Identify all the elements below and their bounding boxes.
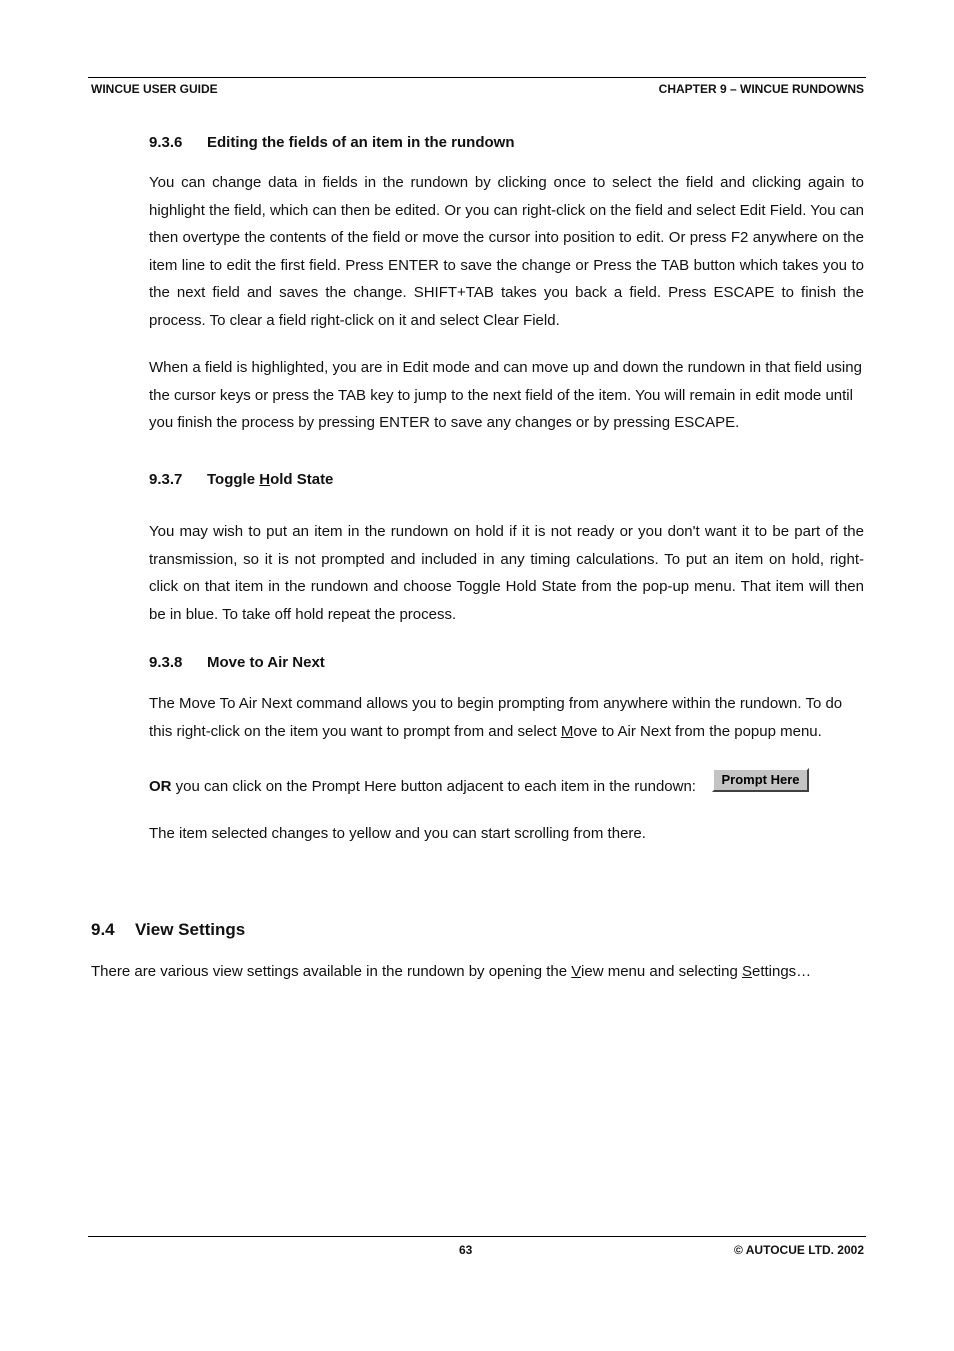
section-title: Move to Air Next bbox=[207, 654, 325, 671]
section-title: Toggle Hold State bbox=[207, 471, 334, 488]
footer-rule bbox=[88, 1236, 866, 1237]
section-title: View Settings bbox=[135, 920, 246, 939]
paragraph-editing-fields: You can change data in fields in the rundown by clicking once to select the field and clicking again to highlight the field, which can then be edited. Or you can right-click on the field and select Edit Field. You can then overtype the contents of the field or move the cursor into position to edit. Or press F2 anywhere on the item line to edit the first field. Press ENTER to save the change or Press the TAB button which takes you to the next field and saves the change. SHIFT+TAB takes you back a field. Press ESCAPE to finish the process. To clear a field right-click on it and select Clear Field. bbox=[149, 174, 864, 329]
prompt-here-button[interactable]: Prompt Here bbox=[712, 768, 809, 792]
paragraph-move-to-air: The Move To Air Next command allows you to begin prompting from anywhere within the rundown. To do this right-click on the item you want to prompt from and select Move to Air Next from the popup menu. bbox=[149, 695, 843, 740]
section-title: Editing the fields of an item in the rundown bbox=[207, 134, 515, 151]
section-number: 9.3.6 bbox=[149, 134, 183, 151]
section-number: 9.3.8 bbox=[149, 654, 183, 671]
page-number: 63 bbox=[459, 1243, 473, 1257]
paragraph-view-settings: There are various view settings available in the rundown by opening the View menu and selecting Settings… bbox=[91, 963, 812, 980]
heading-9-3-8 bbox=[149, 654, 325, 671]
paragraph-hold-state: You may wish to put an item in the rundown on hold if it is not ready or you don't want it to be part of the transmission, so it is not prompted and included in any timing calculations. To put an item on hold, right-click on that item in the rundown and choose Toggle Hold State from the pop-up menu. That item will then be in blue. To take off hold repeat the process. bbox=[149, 523, 864, 623]
footer-copyright: © AUTOCUE LTD. 2002 bbox=[734, 1243, 864, 1257]
section-number: 9.3.7 bbox=[149, 471, 183, 488]
paragraph-or-prompt-here: OR you can click on the Prompt Here button adjacent to each item in the rundown: bbox=[149, 778, 696, 795]
section-number: 9.4 bbox=[91, 920, 115, 939]
paragraph-item-selected: The item selected changes to yellow and you can start scrolling from there. bbox=[149, 825, 646, 842]
heading-9-3-6 bbox=[149, 134, 515, 151]
header-right: CHAPTER 9 – WINCUE RUNDOWNS bbox=[658, 82, 864, 96]
heading-9-3-7 bbox=[149, 471, 333, 488]
heading-9-4 bbox=[91, 920, 245, 940]
header-rule bbox=[88, 77, 866, 78]
header-left: WINCUE USER GUIDE bbox=[91, 82, 218, 96]
paragraph-edit-mode: When a field is highlighted, you are in Edit mode and can move up and down the rundown in that field using the cursor keys or press the TAB key to jump to the next field of the item. You will remain in edit mode until you finish the process by pressing ENTER to save any changes or by pressing ESCAPE. bbox=[149, 359, 862, 432]
